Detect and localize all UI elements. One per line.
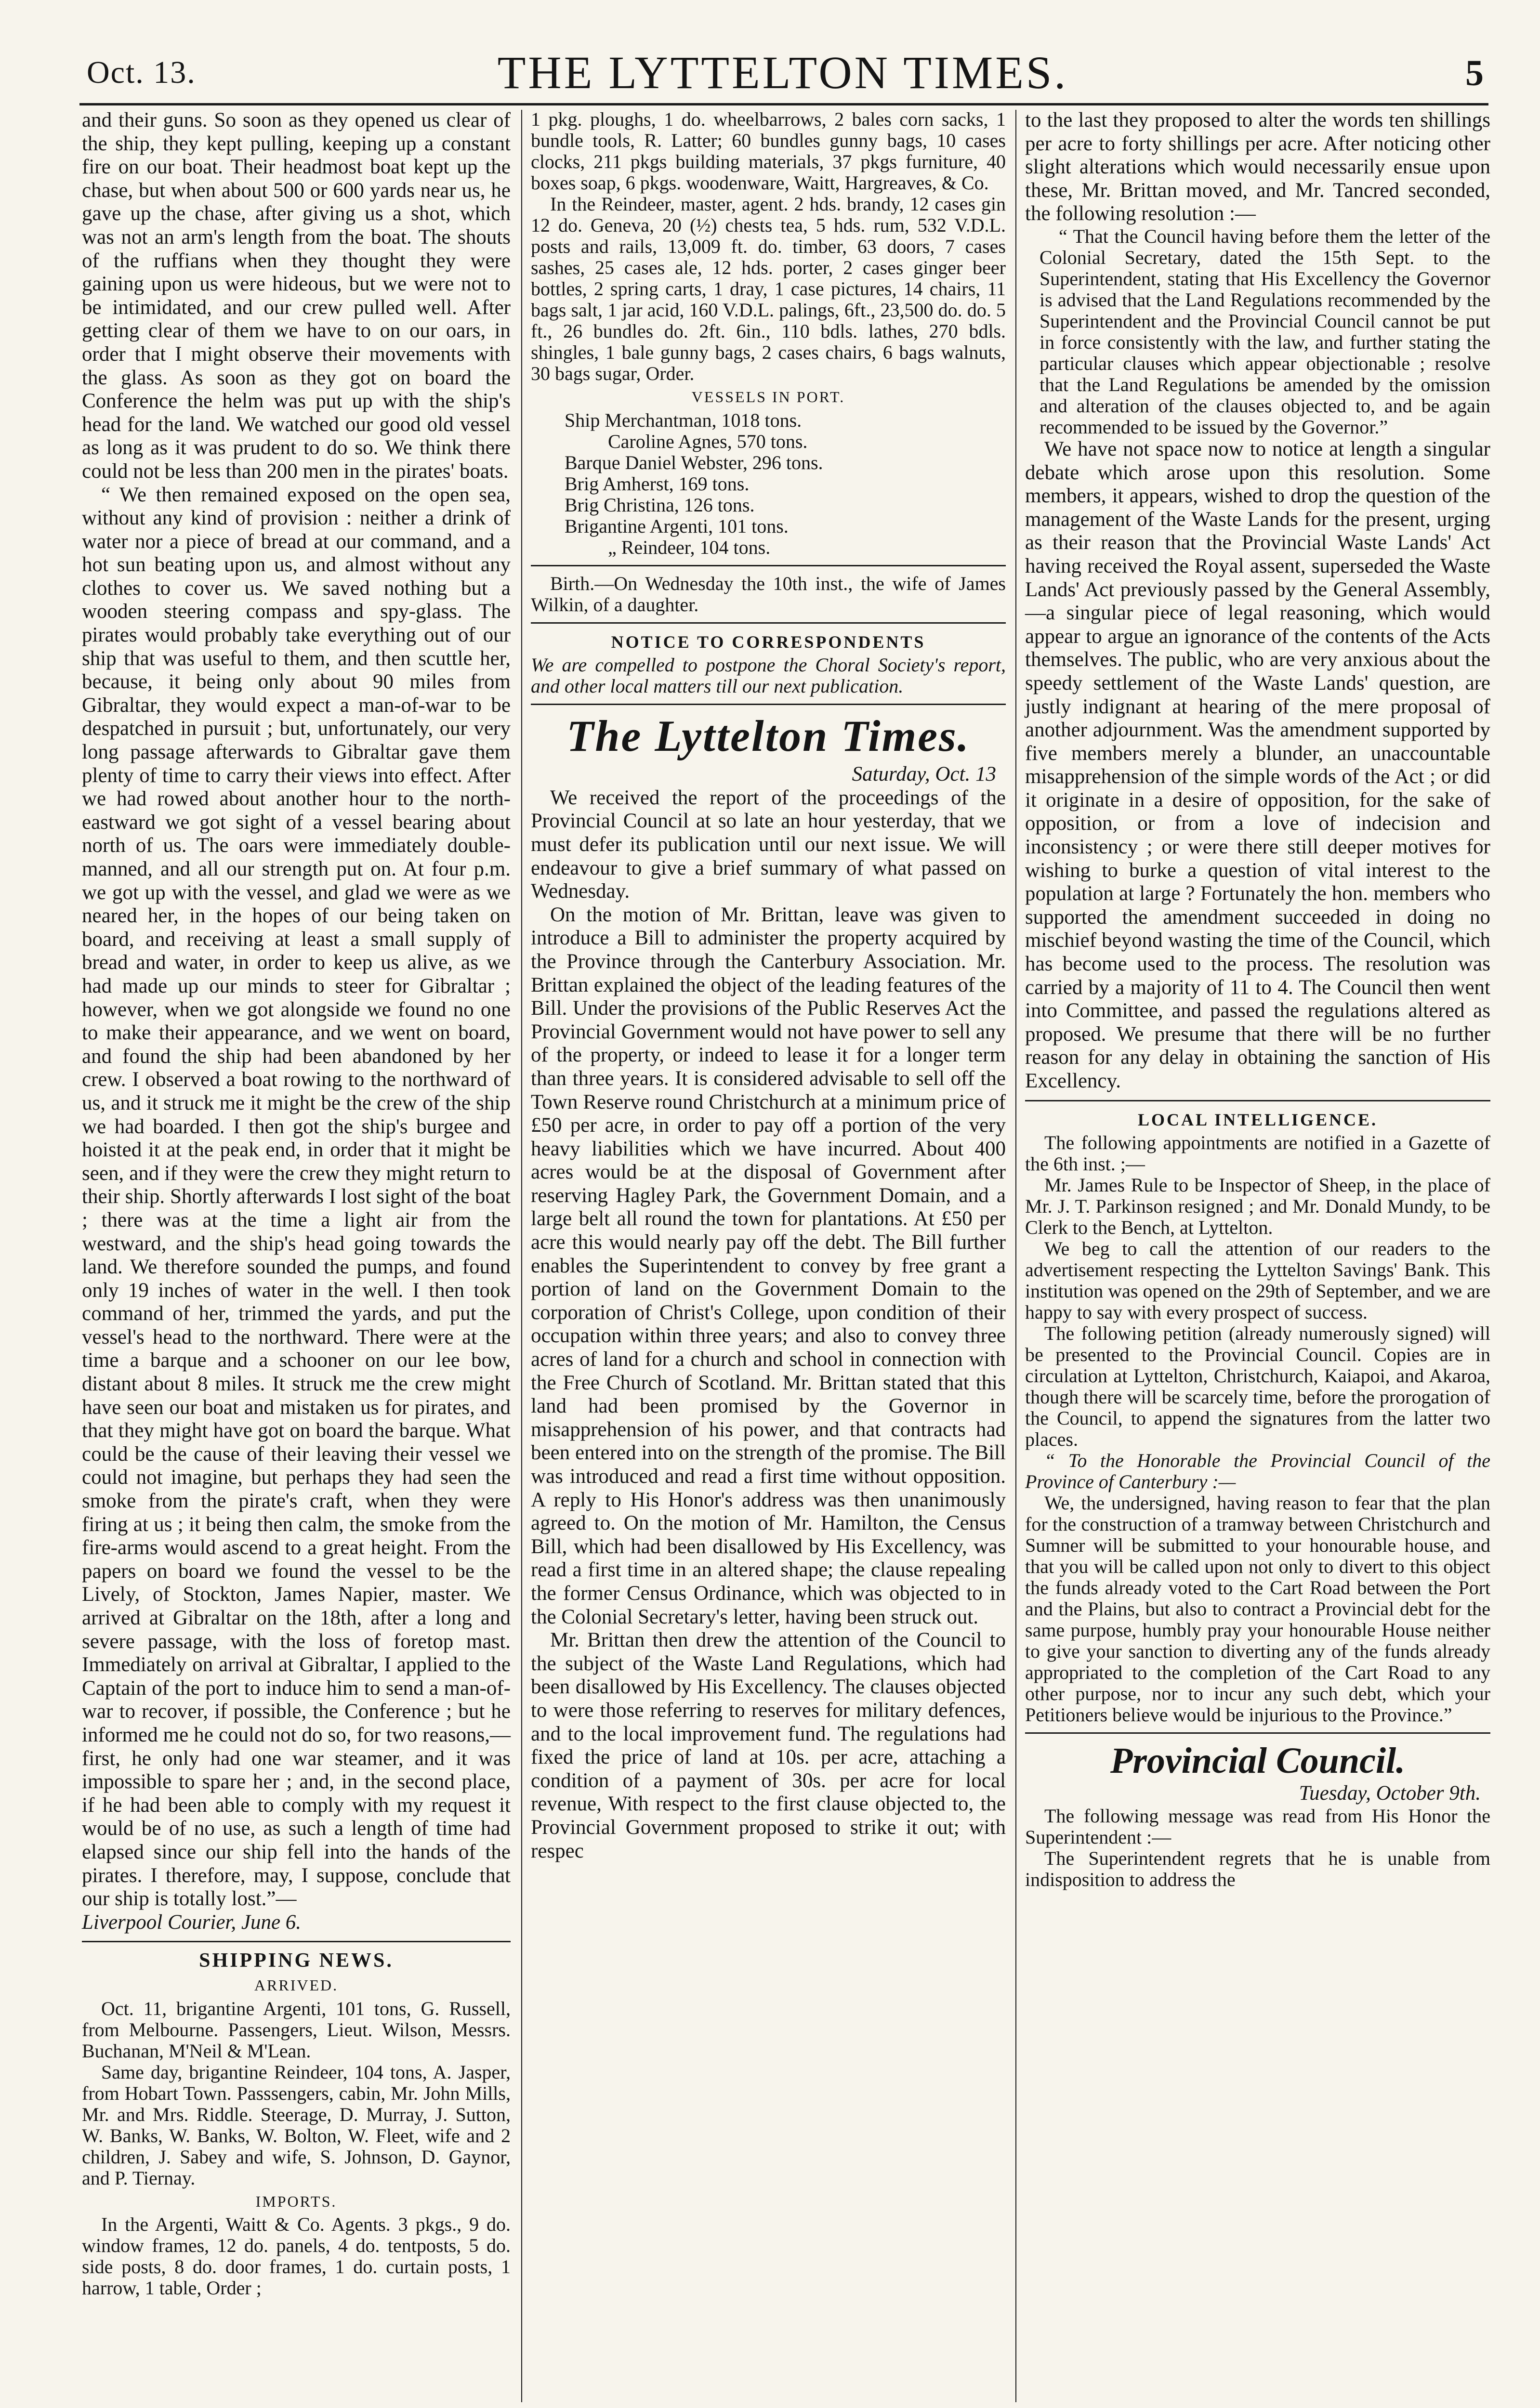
divider — [1025, 1100, 1490, 1101]
petition-body: We, the undersigned, having reason to fear that the plan for the construction of a tramway between Christchurch and Sumner will be submitted to your honourable house, and that you will be called upon not only to divert to this object the funds already voted to the Cart Road between the Port and the Plains, but also to contract a Provincial debt for the same purpose, humbly pray your honourable House neither to give your sanction to diverting any of the funds already appropriated to the completion of the Cart Road to any other purpose, nor to incur any such debt, which your Petitioners believe would be injurious to the Province.” — [1025, 1492, 1490, 1726]
imports-entry: 1 pkg. ploughs, 1 do. wheelbarrows, 2 bales corn sacks, 1 bundle tools, R. Latter; 60 bundles gunny bags, 10 cases clocks, 211 pkgs building materials, 37 pkgs furniture, 40 boxes soap, 6 pkgs. woodenware, Waitt, Hargreaves, & Co. — [531, 108, 1006, 194]
vessel-entry: Brig Christina, 126 tons. — [565, 494, 755, 516]
divider — [1025, 1732, 1490, 1734]
vessel-entry: Barque Daniel Webster, 296 tons. — [565, 451, 823, 473]
column-rule-1 — [521, 110, 522, 2402]
local-paragraph: The following petition (already numerously signed) will be presented to the Provincial Council. Copies are in circulation at Lyttelton, Christchurch, Kaiapoi, and Akaroa, though there will be scarcely time, before the prorogation of the Council, to append the signatures from the latter two places. — [1025, 1322, 1490, 1451]
newspaper-title: THE LYTTELTON TIMES. — [497, 47, 1068, 98]
vessel-entry: Brigantine Argenti, 101 tons. — [565, 515, 789, 537]
birth-notice: Birth.—On Wednesday the 10th inst., the wife of James Wilkin, of a daughter. — [531, 572, 1006, 615]
local-paragraph: The following appointments are notified in a Gazette of the 6th inst. ;— — [1025, 1132, 1490, 1175]
editorial-paragraph: Mr. Brittan then drew the attention of the Council to the subject of the Waste Land Regulations, which had been disallowed by His Excellency. The clauses objected to were those referring to reserves for military defences, and to the local improvement fund. The regulations had fixed the price of land at 10s. per acre, attaching a condition of a payment of 30s. per acre for local revenue, With respect to the first clause objected to, the Provincial Government proposed to strike it out; with respec — [531, 1629, 1006, 1862]
imports-entry: In the Reindeer, master, agent. 2 hds. brandy, 12 cases gin 12 do. Geneva, 20 (½) chests tea, 5 hds. rum, 532 V.D.L. posts and rails, 13,009 ft. do. timber, 63 doors, 7 cases sashes, 25 cases ale, 12 hds. porter, 2 cases ginger beer bottles, 2 spring carts, 1 dray, 1 case pictures, 14 chairs, 11 bags salt, 1 jar acid, 160 V.D.L. palings, 6ft., 23,500 do. do. 5 ft., 26 bundles do. 2ft. 6in., 110 bdls. lathes, 270 bdls. shingles, 1 bale gunny bags, 2 cases chairs, 6 bags walnuts, 30 bags sugar, Order. — [531, 193, 1006, 384]
editorial-paragraph: to the last they proposed to alter the words ten shillings per acre to forty shillings per acre. After noticing other slight alterations which would necessarily ensue upon these, Mr. Brittan moved, and Mr. Tancred seconded, the following resolution :— — [1025, 109, 1490, 225]
page-number: 5 — [1465, 53, 1484, 93]
notice-heading: NOTICE TO CORRESPONDENTS — [611, 632, 926, 652]
divider — [82, 1941, 511, 1942]
petition-address: “ To the Honorable the Provincial Council of the Province of Canterbury :— — [1025, 1450, 1490, 1493]
provincial-council-heading: Provincial Council. — [1110, 1741, 1406, 1781]
local-paragraph: Mr. James Rule to be Inspector of Sheep, in the place of Mr. J. T. Parkinson resigned ; and Mr. Donald Mundy, to be Clerk to the Bench, at Lyttelton. — [1025, 1174, 1490, 1239]
column-1 — [82, 109, 511, 2299]
arrival-entry: Same day, brigantine Reindeer, 104 tons, A. Jasper, from Hobart Town. Passsengers, cabin, Mr. John Mills, Mr. and Mrs. Riddle. Steerage, D. Murray, J. Sutton, W. Banks, W. Banks, W. Bolton, W. Fleet, wife and 2 children, J. Sabey and wife, S. Johnson, D. Gaynor, and P. Tiernay. — [82, 2061, 511, 2189]
vessel-entry: Brig Amherst, 169 tons. — [565, 472, 750, 495]
source-citation: Liverpool Courier, June 6. — [82, 1911, 302, 1934]
vessel-entry: Caroline Agnes, 570 tons. — [608, 430, 808, 452]
column-rule-2 — [1015, 110, 1016, 2402]
council-dateline: Tuesday, October 9th. — [1299, 1782, 1481, 1805]
shipping-news-heading: SHIPPING NEWS. — [199, 1950, 394, 1972]
arrival-entry: Oct. 11, brigantine Argenti, 101 tons, G. Russell, from Melbourne. Passengers, Lieut. Wilson, Messrs. Buchanan, M'Neil & M'Lean. — [82, 1997, 511, 2062]
column-3 — [1025, 109, 1490, 1890]
imports-entry: In the Argenti, Waitt & Co. Agents. 3 pkgs., 9 do. window frames, 12 do. panels, 4 do. tentposts, 5 do. side posts, 8 do. door frames, 1 do. curtain posts, 1 harrow, 1 table, Order ; — [82, 2213, 511, 2299]
column-2 — [531, 109, 1006, 1863]
editorial-dateline: Saturday, Oct. 13 — [852, 763, 996, 786]
vessels-in-port-heading: VESSELS IN PORT. — [691, 388, 845, 406]
narrative-paragraph: “ We then remained exposed on the open sea, without any kind of provision : neither a drink of water nor a piece of bread at our command, and a hot sun beating upon us, and almost without any clothes to cover us. We saved nothing but a wooden steering compass and spy-glass. The pirates would probably take everything out of our ship that was useful to them, and then scuttle her, because, it being only about 90 miles from Gibraltar, they would expect a man-of-war to be despatched in pursuit ; but, unfortunately, our very long passage afterwards to Gibraltar gave them plenty of time to carry their views into effect. After we had rowed about another hour to the north-eastward we got sight of a vessel bearing about north of us. The oars were immediately double-manned, and all our strength put on. At four p.m. we got up with the vessel, and glad we were as we neared her, in the hopes of our being taken on board, and receiving at least a small supply of bread and water, in order to keep us alive, as we had made up our minds to steer for Gibraltar ; however, when we got alongside we found no one to make their appearance, and we went on board, and found the ship had been abandoned by her crew. I observed a boat rowing to the northward of us, and it struck me it might be the crew of the ship we had boarded. I then got the ship's burgee and hoisted it at the peak end, in order that it might be seen, and if they were the crew they might return to their ship. Shortly afterwards I lost sight of the boat ; there was at the time a light air from the westward, and the ship's head going towards the land. We therefore sounded the pumps, and found only 19 inches of water in the well. I then took command of her, trimmed the yards, and put the vessel's head to the northward. There were at the time a barque and a schooner on our lee bow, distant about 8 miles. It struck me the crew might have seen our boat and mistaken us for pirates, and that they might have got on board the barque. What could be the cause of their leaving their vessel we could not imagine, but perhaps they had seen the smoke from the pirate's craft, when they were firing at us ; it being then calm, the smoke from the fire-arms would ascend to a great height. From the papers on board we found the vessel to be the Lively, of Stockton, James Napier, master. We arrived at Gibraltar on the 18th, after a long and severe passage, with the loss of foretop mast. Immediately on arrival at Gibraltar, I applied to the Captain of the port to induce him to send a man-of-war to recover, if possible, the Conference ; but he informed me he could not do so, for two reasons,—first, he only had one war steamer, and it was impossible to spare her ; and, in the second place, if he had been able to comply with my request it would be of no use, as such a length of time had elapsed since our ship fell into the hands of the pirates. I therefore, may, I suppose, conclude that our ship is totally lost.”— — [82, 483, 511, 1911]
divider — [531, 565, 1006, 566]
arrived-heading: ARRIVED. — [254, 1976, 339, 1994]
divider — [531, 622, 1006, 624]
vessel-entry: Ship Merchantman, 1018 tons. — [565, 409, 802, 431]
vessel-entry: „ Reindeer, 104 tons. — [608, 536, 771, 558]
council-paragraph: The following message was read from His Honor the Superintendent :— — [1025, 1805, 1490, 1848]
divider — [531, 704, 1006, 705]
issue-date: Oct. 13. — [87, 55, 196, 90]
editorial-paragraph: On the motion of Mr. Brittan, leave was given to introduce a Bill to administer the property acquired by the Province through the Canterbury Association. Mr. Brittan explained the object of the leading features of the Bill. Under the provisions of the Public Reserves Act the Provincial Government would not have power to sell any of the property, or indeed to lease it for a longer term than three years. It is considered advisable to sell off the Town Reserve round Christchurch at a minimum price of £50 per acre, in order to pay off a portion of the very heavy liabilities which we have incurred. About 400 acres would be at the disposal of Government after reserving Hagley Park, the Government Domain, and a large belt all round the town for plantations. At £50 per acre this would nearly pay off the debt. The Bill further enables the Superintendent to convey by free grant a portion of land on the Government Domain to the corporation of Christ's College, upon condition of their occupation within three years; and also to convey three acres of land for a church and school in connection with the Free Church of Scotland. Mr. Brittan stated that this land had been promised by the Governor in misapprehension of his power, and that contracts had been entered into on the strength of the promise. The Bill was introduced and read a first time without opposition. A reply to His Honor's address was then unanimously agreed to. On the motion of Mr. Hamilton, the Census Bill, which had been disallowed by His Excellency, was read a first time in an altered shape; the clause repealing the former Census Ordinance, which was objected to in the Colonial Secretary's letter, having been struck out. — [531, 903, 1006, 1628]
masthead — [77, 46, 1488, 104]
editorial-paragraph: We received the report of the proceedings of the Provincial Council at so late an hour yesterday, that we must defer its publication until our next issue. We will endeavour to give a brief summary of what passed on Wednesday. — [531, 786, 1006, 903]
narrative-paragraph: and their guns. So soon as they opened us clear of the ship, they kept pulling, keeping up a constant fire on our boat. Their headmost boat kept up the chase, but when about 500 or 600 yards near us, he gave up the chase, after giving us a shot, which was not an arm's length from the boat. The shouts of the ruffians when they thought they were gaining upon us were hideous, but we were not to be intimidated, and our crew pulled well. After getting clear of them we have to on our oars, in order that I might observe their movements with the glass. As soon as they got on board the Conference the helm was put up with the ship's head for the land. We watched our good old vessel as long as it was prudent to do so. We think there could not be less than 200 men in the pirates' boats. — [82, 109, 511, 483]
editorial-title: The Lyttelton Times. — [566, 711, 970, 761]
council-paragraph: The Superintendent regrets that he is unable from indisposition to address the — [1025, 1847, 1490, 1890]
resolution-quote: “ That the Council having before them the letter of the Colonial Secretary, dated the 15th Sept. to the Superintendent, stating that His Excellency the Governor is advised that the Land Regulations recommended by the Superintendent and the Provincial Council cannot be put in force consistently with the law, and further stating the particular clauses which appear objectionable ; resolve that the Land Regulations be amended by the omission and alteration of the clauses objected to, and be again recommended to be issued by the Governor.” — [1040, 225, 1490, 438]
editorial-paragraph: We have not space now to notice at length a singular debate which arose upon this resolution. Some members, it appears, wished to drop the question of the management of the Waste Lands for the present, urging as their reason that the Provincial Waste Lands' Act having received the Royal assent, superseded the Waste Lands' Act previously passed by the General Assembly,—a singular piece of legal reasoning, which would appear to argue an ignorance of the contents of the Acts themselves. The public, who are very anxious about the speedy settlement of the Waste Lands' question, are justly indignant at hearing of the mere proposal of another adjournment. Was the amendment supported by five members merely a blunder, an unaccountable misapprehension of the simple words of the Act ; or did it originate in a desire of opposition, for the sake of opposition, or from a love of indecision and inconsistency ; or were there still deeper motives for wishing to burke a question of vital interest to the population at large ? Fortunately the hon. members who supported the amendment succeeded in doing no mischief beyond wasting the time of the Council, which has become used to the process. The resolution was carried by a majority of 11 to 4. The Council then went into Committee, and passed the regulations altered as proposed. We presume that there will be no further reason for any delay in obtaining the sanction of His Excellency. — [1025, 437, 1490, 1092]
notice-text: We are compelled to postpone the Choral Society's report, and other local matters till our next publication. — [531, 654, 1006, 697]
local-intelligence-heading: LOCAL INTELLIGENCE. — [1137, 1110, 1378, 1129]
masthead-rule — [79, 103, 1488, 105]
local-paragraph: We beg to call the attention of our readers to the advertisement respecting the Lyttelton Savings' Bank. This institution was opened on the 29th of September, and we are happy to say with every prospect of success. — [1025, 1238, 1490, 1323]
imports-heading: IMPORTS. — [255, 2192, 337, 2210]
